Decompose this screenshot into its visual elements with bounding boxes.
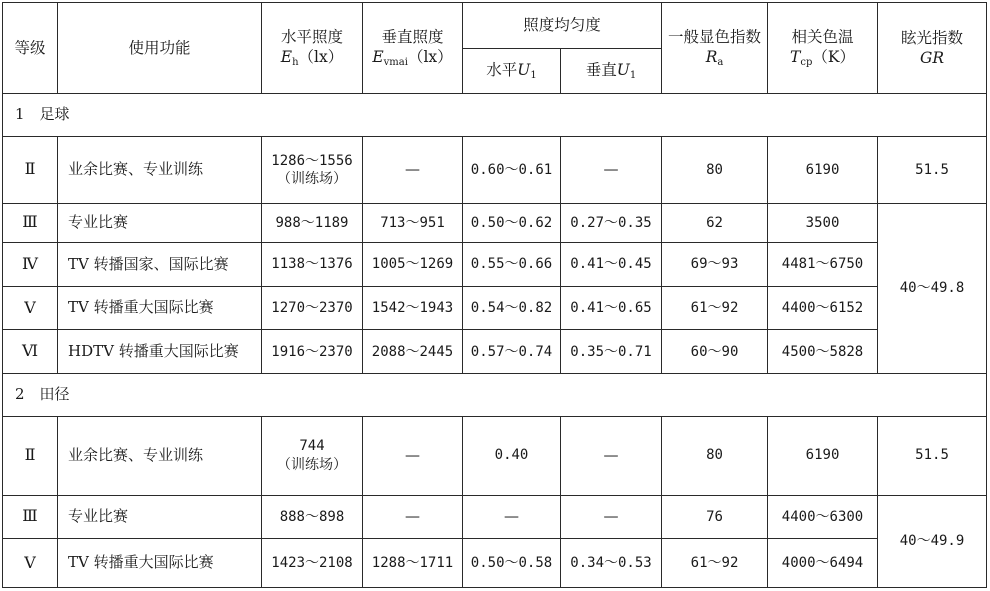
grade-cell: Ⅴ xyxy=(3,539,58,588)
horizontal-illuminance-cell: 1423～2108 xyxy=(262,539,363,588)
grade-cell: Ⅵ xyxy=(3,330,58,374)
table-row xyxy=(3,330,987,374)
color-rendering-cell: 62 xyxy=(662,203,768,242)
horizontal-illuminance-cell: 1138～1376 xyxy=(262,243,363,287)
header-uniformity: 照度均匀度 xyxy=(463,3,662,49)
table-row xyxy=(3,203,987,242)
vertical-illuminance-cell: 1542～1943 xyxy=(363,286,463,330)
uniformity-vertical-cell: — xyxy=(561,137,662,204)
header-horizontal-illuminance: 水平照度 $E_h(lx)$ xyxy=(262,3,363,94)
color-rendering-cell: 61～92 xyxy=(662,286,768,330)
color-rendering-cell: 80 xyxy=(662,416,768,495)
horizontal-illuminance-cell: 1286～1556 （训练场） xyxy=(262,137,363,204)
table-row xyxy=(3,243,987,287)
color-temperature-cell: 4000～6494 xyxy=(768,539,878,588)
vertical-illuminance-cell: 1005～1269 xyxy=(363,243,463,287)
color-temperature-cell: 3500 xyxy=(768,203,878,242)
color-temperature-cell: 6190 xyxy=(768,416,878,495)
vertical-illuminance-cell: 2088～2445 xyxy=(363,330,463,374)
vertical-illuminance-cell: — xyxy=(363,416,463,495)
vertical-illuminance-cell: 1288～1711 xyxy=(363,539,463,588)
table-row xyxy=(3,539,987,588)
header-grade: 等级 xyxy=(3,3,58,94)
illuminance-standards-table xyxy=(2,2,987,588)
uniformity-horizontal-cell: 0.54～0.82 xyxy=(463,286,561,330)
color-temperature-cell: 4481～6750 xyxy=(768,243,878,287)
uniformity-vertical-cell: 0.35～0.71 xyxy=(561,330,662,374)
glare-merged-cell: 40～49.8 xyxy=(878,203,987,373)
uniformity-vertical-cell: 0.34～0.53 xyxy=(561,539,662,588)
uniformity-vertical-cell: 0.41～0.45 xyxy=(561,243,662,287)
header-uniformity-vertical: 垂直$U_1$ xyxy=(561,48,662,94)
uniformity-vertical-cell: — xyxy=(561,495,662,539)
function-cell: HDTV 转播重大国际比赛 xyxy=(58,330,262,374)
function-cell: 业余比赛、专业训练 xyxy=(58,416,262,495)
grade-cell: Ⅲ xyxy=(3,203,58,242)
grade-cell: Ⅴ xyxy=(3,286,58,330)
color-rendering-cell: 60～90 xyxy=(662,330,768,374)
uniformity-horizontal-cell: 0.50～0.62 xyxy=(463,203,561,242)
header-row xyxy=(3,3,987,49)
table-row xyxy=(3,137,987,204)
grade-cell: Ⅱ xyxy=(3,416,58,495)
function-cell: 业余比赛、专业训练 xyxy=(58,137,262,204)
function-cell: 专业比赛 xyxy=(58,495,262,539)
horizontal-illuminance-cell: 988～1189 xyxy=(262,203,363,242)
horizontal-illuminance-cell: 1916～2370 xyxy=(262,330,363,374)
uniformity-horizontal-cell: — xyxy=(463,495,561,539)
header-vertical-illuminance: 垂直照度 $E_{vmai}(lx)$ xyxy=(363,3,463,94)
color-temperature-cell: 4400～6300 xyxy=(768,495,878,539)
section-title-row xyxy=(3,94,987,137)
function-cell: TV 转播国家、国际比赛 xyxy=(58,243,262,287)
grade-cell: Ⅲ xyxy=(3,495,58,539)
function-cell: TV 转播重大国际比赛 xyxy=(58,539,262,588)
uniformity-vertical-cell: — xyxy=(561,416,662,495)
header-color-rendering: 一般显色指数 $R_a$ xyxy=(662,3,768,94)
color-rendering-cell: 76 xyxy=(662,495,768,539)
table-row xyxy=(3,286,987,330)
uniformity-horizontal-cell: 0.57～0.74 xyxy=(463,330,561,374)
function-cell: TV 转播重大国际比赛 xyxy=(58,286,262,330)
vertical-illuminance-cell: — xyxy=(363,137,463,204)
uniformity-horizontal-cell: 0.50～0.58 xyxy=(463,539,561,588)
section-title: 1 足球 xyxy=(3,94,987,137)
vertical-illuminance-cell: — xyxy=(363,495,463,539)
function-cell: 专业比赛 xyxy=(58,203,262,242)
grade-cell: Ⅳ xyxy=(3,243,58,287)
table-row xyxy=(3,416,987,495)
uniformity-horizontal-cell: 0.55～0.66 xyxy=(463,243,561,287)
glare-merged-cell: 40～49.9 xyxy=(878,495,987,588)
uniformity-vertical-cell: 0.27～0.35 xyxy=(561,203,662,242)
vertical-illuminance-cell: 713～951 xyxy=(363,203,463,242)
uniformity-vertical-cell: 0.41～0.65 xyxy=(561,286,662,330)
uniformity-horizontal-cell: 0.40 xyxy=(463,416,561,495)
uniformity-horizontal-cell: 0.60～0.61 xyxy=(463,137,561,204)
header-glare: 眩光指数 GR xyxy=(878,3,987,94)
color-rendering-cell: 61～92 xyxy=(662,539,768,588)
color-rendering-cell: 69～93 xyxy=(662,243,768,287)
horizontal-illuminance-cell: 888～898 xyxy=(262,495,363,539)
header-uniformity-horizontal: 水平$U_1$ xyxy=(463,48,561,94)
header-color-temperature: 相关色温 $T_{cp}(K)$ xyxy=(768,3,878,94)
color-temperature-cell: 4500～5828 xyxy=(768,330,878,374)
glare-cell: 51.5 xyxy=(878,137,987,204)
section-title: 2 田径 xyxy=(3,373,987,416)
color-rendering-cell: 80 xyxy=(662,137,768,204)
table-row xyxy=(3,495,987,539)
grade-cell: Ⅱ xyxy=(3,137,58,204)
glare-cell: 51.5 xyxy=(878,416,987,495)
horizontal-illuminance-cell: 1270～2370 xyxy=(262,286,363,330)
horizontal-illuminance-cell: 744 （训练场） xyxy=(262,416,363,495)
section-title-row xyxy=(3,373,987,416)
header-function: 使用功能 xyxy=(58,3,262,94)
color-temperature-cell: 4400～6152 xyxy=(768,286,878,330)
color-temperature-cell: 6190 xyxy=(768,137,878,204)
